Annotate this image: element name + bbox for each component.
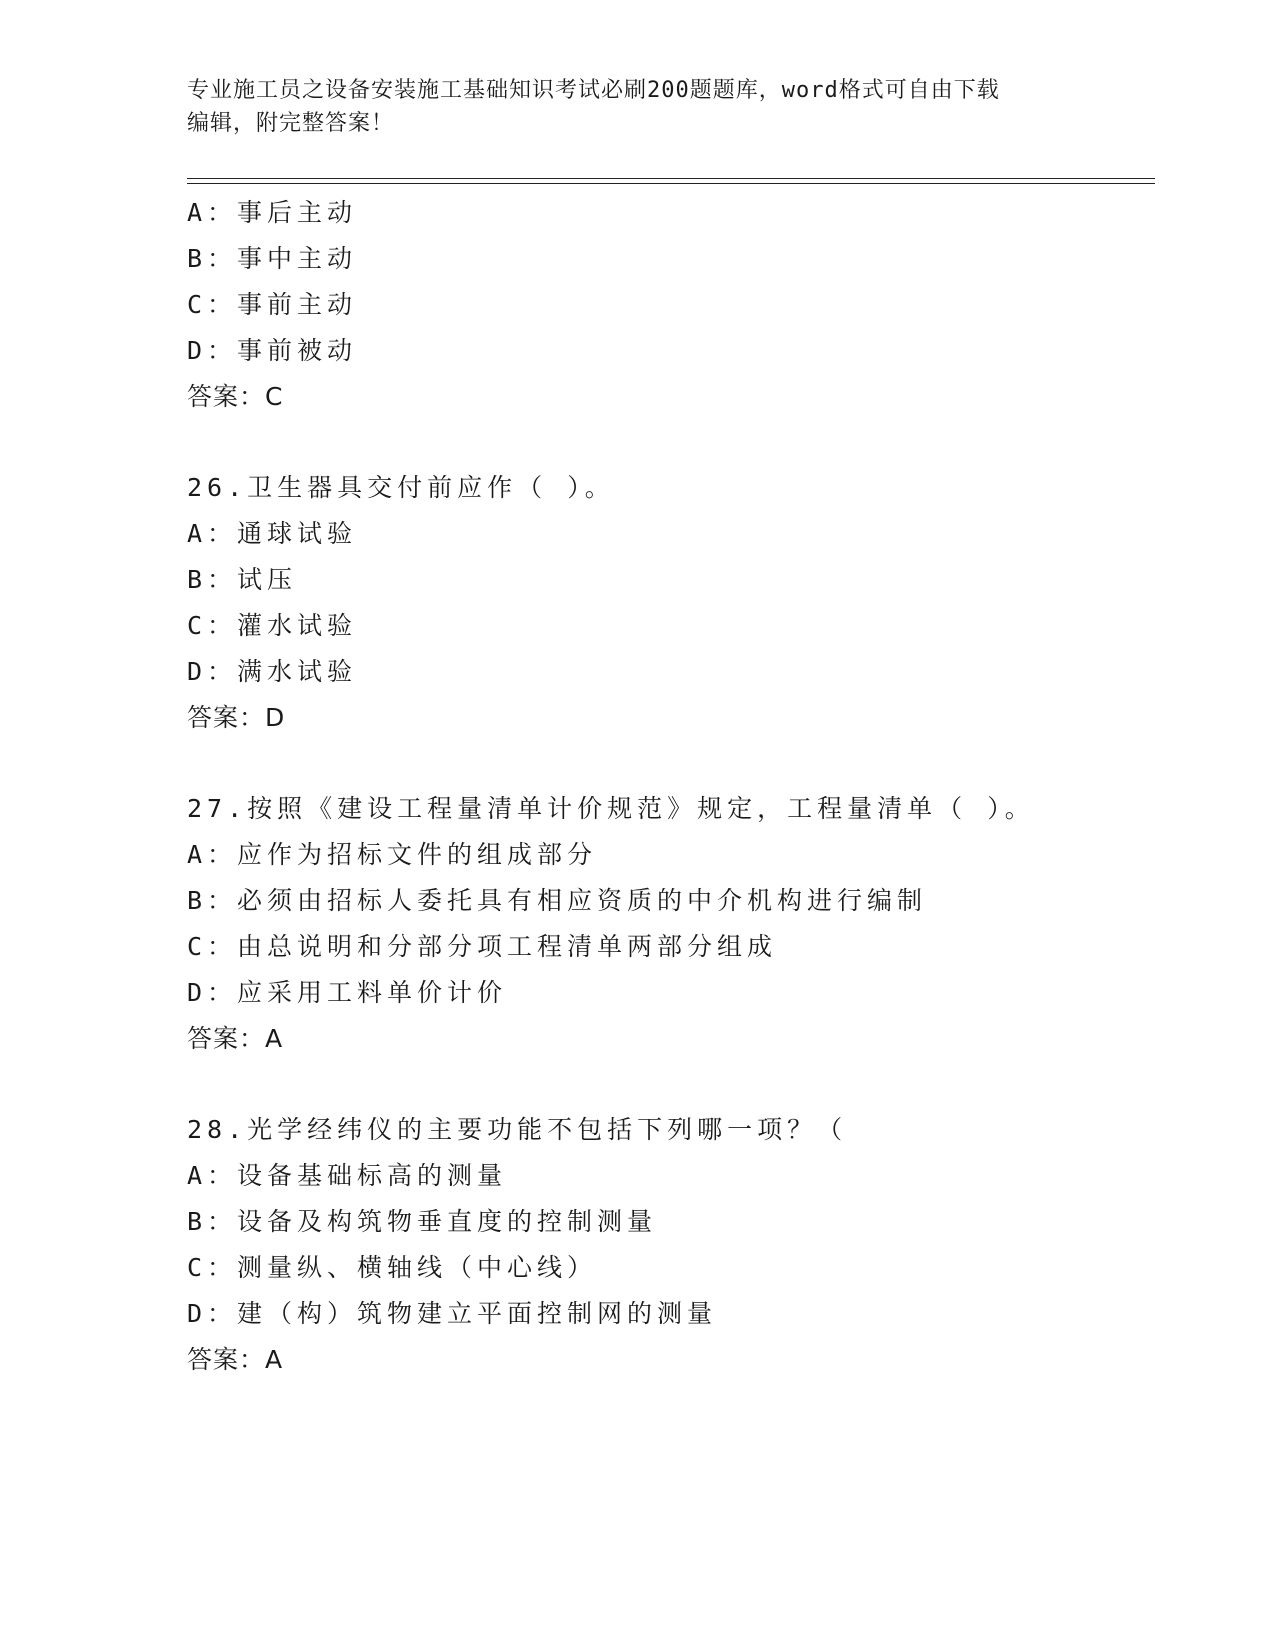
question-block [187, 190, 1155, 420]
option-b: B：设备及构筑物垂直度的控制测量 [187, 1207, 658, 1236]
option-c: C：灌水试验 [187, 611, 358, 640]
question-stem: 26.卫生器具交付前应作（ ）。 [187, 473, 615, 502]
option-a: A：设备基础标高的测量 [187, 1161, 508, 1190]
option-c: C：由总说明和分部分项工程清单两部分组成 [187, 932, 778, 961]
option-b: B：试压 [187, 565, 298, 594]
option-c: C：测量纵、横轴线（中心线） [187, 1253, 598, 1282]
option-a: A：通球试验 [187, 519, 358, 548]
answer-line: 答案：D [187, 703, 286, 732]
option-d: D：事前被动 [187, 336, 358, 365]
question-block [187, 1107, 1155, 1383]
question-stem: 28.光学经纬仪的主要功能不包括下列哪一项？（ [187, 1115, 848, 1144]
answer-line: 答案：A [187, 1345, 284, 1374]
option-b: B：事中主动 [187, 244, 358, 273]
header-rule-bottom [187, 183, 1155, 184]
answer-line: 答案：A [187, 1024, 284, 1053]
answer-line: 答案：C [187, 382, 284, 411]
header-rule-top [187, 178, 1155, 179]
option-b: B：必须由招标人委托具有相应资质的中介机构进行编制 [187, 886, 928, 915]
question-list [187, 190, 1155, 1383]
option-c: C：事前主动 [187, 290, 358, 319]
option-d: D：建（构）筑物建立平面控制网的测量 [187, 1299, 718, 1328]
document-header [187, 74, 1087, 140]
option-d: D：满水试验 [187, 657, 358, 686]
header-title-line-1: 专业施工员之设备安装施工基础知识考试必刷200题题库，word格式可自由下载 [187, 78, 1000, 103]
option-d: D：应采用工料单价计价 [187, 978, 508, 1007]
header-title-line-2: 编辑，附完整答案！ [187, 111, 395, 136]
option-a: A：应作为招标文件的组成部分 [187, 840, 598, 869]
question-block [187, 465, 1155, 741]
question-block [187, 786, 1155, 1062]
question-stem: 27.按照《建设工程量清单计价规范》规定，工程量清单（ ）。 [187, 794, 1035, 823]
option-a: A：事后主动 [187, 198, 358, 227]
